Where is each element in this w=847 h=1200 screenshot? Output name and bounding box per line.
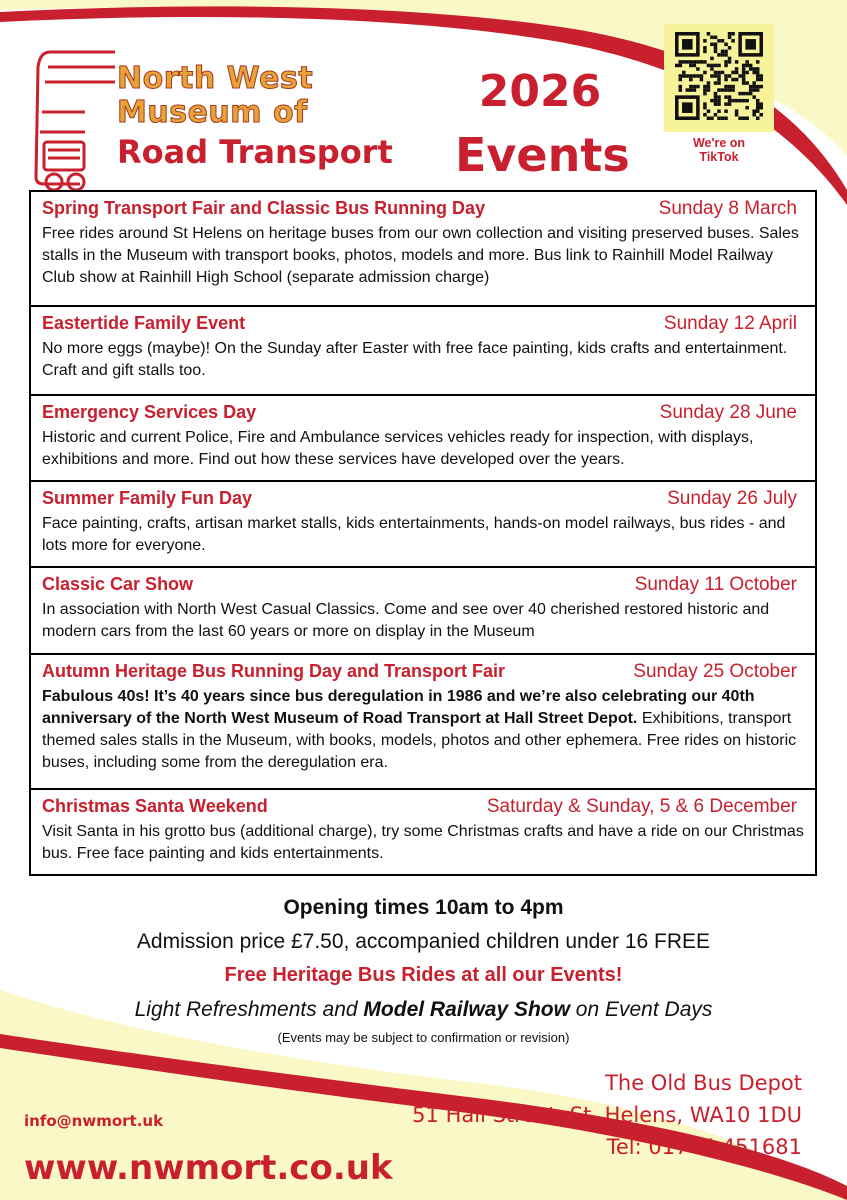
event-row bbox=[31, 653, 815, 788]
opening-times: Opening times 10am to 4pm bbox=[283, 896, 564, 919]
event-row bbox=[31, 394, 815, 480]
event-date: Sunday 25 October bbox=[633, 661, 797, 682]
event-title: Summer Family Fun Day bbox=[42, 488, 253, 508]
event-description: No more eggs (maybe)! On the Sunday after Easter with free face painting, kids crafts and entertainment. Craft and gift stalls too. bbox=[42, 340, 788, 379]
double-decker-bus-icon bbox=[30, 42, 120, 192]
logo-line-3: Road Transport bbox=[117, 133, 393, 171]
event-description bbox=[42, 686, 805, 774]
event-row bbox=[31, 192, 815, 305]
address-line-2: 51 Hall Street, St. Helens, WA10 1DU bbox=[412, 1103, 802, 1127]
website-link[interactable]: www.nwmort.co.uk bbox=[24, 1148, 393, 1188]
event-title: Emergency Services Day bbox=[42, 402, 257, 422]
tiktok-caption-line-2: TikTok bbox=[699, 150, 739, 165]
event-title: Classic Car Show bbox=[42, 574, 194, 594]
museum-logo bbox=[117, 61, 393, 171]
address-line-1: The Old Bus Depot bbox=[605, 1071, 802, 1095]
event-description: In association with North West Casual Classics. Come and see over 40 cherished restored historic and modern cars from the last 60 years or more on display in the Museum bbox=[42, 601, 770, 640]
qr-code-panel[interactable] bbox=[664, 24, 774, 132]
events-title: Events bbox=[455, 128, 630, 182]
event-row bbox=[31, 480, 815, 566]
event-description: Face painting, crafts, artisan market stalls, kids entertainments, hands-on model railways, bus rides - and lots more for everyone. bbox=[42, 515, 786, 554]
model-railway-show: Model Railway Show bbox=[363, 998, 570, 1021]
refreshments-suffix: on Event Days bbox=[569, 998, 713, 1021]
email-link[interactable]: info@nwmort.uk bbox=[24, 1112, 164, 1130]
event-description: Historic and current Police, Fire and Ambulance services vehicles ready for inspection, with displays, exhibitions and more. Find out how these services have developed over the years. bbox=[42, 429, 754, 468]
phone-number[interactable]: Tel: 01744 451681 bbox=[606, 1135, 802, 1159]
event-title: Eastertide Family Event bbox=[42, 313, 246, 333]
confirmation-note: (Events may be subject to confirmation or revision) bbox=[277, 1030, 570, 1045]
event-date: Sunday 11 October bbox=[634, 574, 797, 595]
logo-line-2: Museum of bbox=[117, 95, 308, 130]
event-description-highlight: Fabulous 40s! It’s 40 years since bus deregulation in 1986 and we’re also celebrating our 40th anniversary of the North West Museum of Road Transport at Hall Street Depot. bbox=[42, 688, 755, 727]
event-date: Sunday 8 March bbox=[658, 198, 797, 219]
tiktok-caption bbox=[664, 136, 774, 165]
event-date: Sunday 12 April bbox=[663, 313, 797, 334]
refreshments-text: Light Refreshments and bbox=[134, 998, 364, 1021]
event-row bbox=[31, 566, 815, 653]
event-description: Visit Santa in his grotto bus (additional charge), try some Christmas crafts and have a ride on our Christmas bus. Free face painting and kids entertainments. bbox=[42, 823, 804, 862]
qr-code-icon[interactable] bbox=[675, 32, 763, 120]
year-title: 2026 bbox=[478, 66, 602, 117]
refreshments-line bbox=[0, 998, 847, 1022]
event-date: Sunday 26 July bbox=[667, 488, 797, 509]
event-description-text: Exhibitions, transport themed sales stalls in the Museum, with books, models, photos and other ephemera. Free rides on historic buses, including some from the deregulation era. bbox=[42, 710, 797, 771]
event-date: Sunday 28 June bbox=[659, 402, 797, 423]
free-bus-rides: Free Heritage Bus Rides at all our Events! bbox=[224, 964, 623, 986]
event-title: Autumn Heritage Bus Running Day and Transport Fair bbox=[42, 661, 506, 681]
event-title: Spring Transport Fair and Classic Bus Running Day bbox=[42, 198, 486, 218]
admission-price: Admission price £7.50, accompanied children under 16 FREE bbox=[136, 930, 711, 953]
event-date: Saturday & Sunday, 5 & 6 December bbox=[486, 796, 797, 817]
event-title: Christmas Santa Weekend bbox=[42, 796, 268, 816]
event-row bbox=[31, 788, 815, 874]
logo-line-1: North West bbox=[117, 61, 314, 96]
events-table bbox=[29, 190, 817, 876]
tiktok-caption-line-1: We're on bbox=[692, 136, 746, 150]
event-row bbox=[31, 305, 815, 394]
event-description: Free rides around St Helens on heritage buses from our own collection and visiting preserved buses. Sales stalls in the Museum with transport books, photos, models and more. Bus link to Rainhill Model Railway Club show at Rainhill High School (separate admission charge) bbox=[42, 225, 799, 286]
